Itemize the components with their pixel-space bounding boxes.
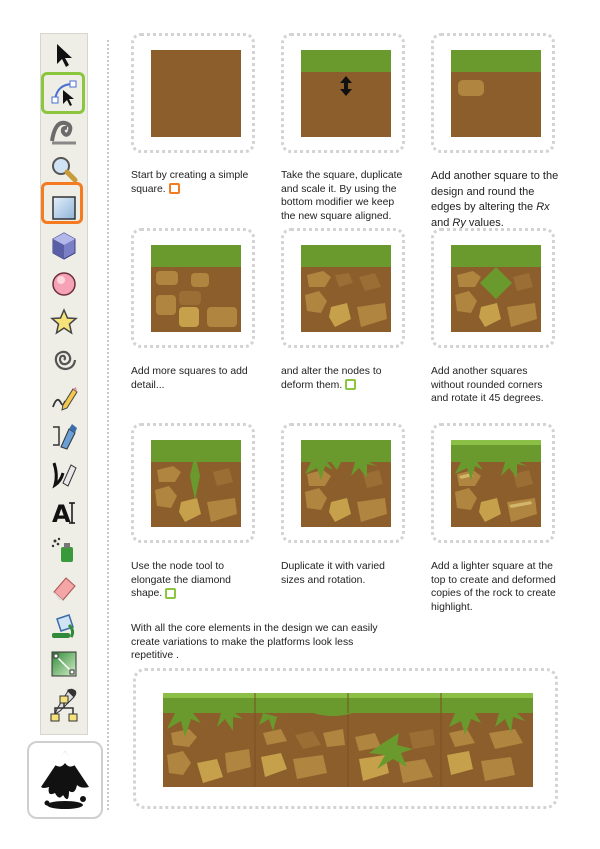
orange-marker-icon (169, 183, 180, 194)
green-marker-icon (345, 379, 356, 390)
step-3-caption: Add another square to the design and round the edges by altering the Rx and Ry values. (431, 170, 559, 229)
deformed-rocks (301, 245, 391, 332)
deformed-rocks (451, 245, 541, 332)
step-2-panel (281, 33, 405, 153)
final-platform-panel (133, 668, 558, 809)
inkscape-toolbox (40, 33, 88, 735)
rock (179, 307, 199, 327)
step-2-caption: Take the square, duplicate and scale it. By using the bottom modifier we keep the new square aligned. (281, 170, 403, 222)
dirt-square (301, 245, 391, 332)
dirt-square (451, 440, 541, 527)
platform-tiles (163, 693, 533, 787)
step-6-panel (431, 228, 555, 348)
rock (191, 273, 209, 287)
text-tool-icon[interactable] (41, 493, 87, 531)
pencil-tool-icon[interactable] (41, 379, 87, 417)
deformed-rocks (451, 440, 541, 527)
step-1-caption: Start by creating a simple square. (131, 170, 249, 195)
step-8-panel (281, 423, 405, 543)
eraser-tool-icon[interactable] (41, 569, 87, 607)
paint-bucket-icon[interactable] (41, 607, 87, 645)
connector-tool-icon[interactable] (41, 690, 87, 728)
step-8-caption: Duplicate it with varied sizes and rotation. (281, 561, 385, 586)
spiral-tool-icon[interactable] (41, 341, 87, 379)
calligraphy-tool-icon[interactable] (41, 455, 87, 493)
step-4-panel (131, 228, 255, 348)
dirt-square (151, 440, 241, 527)
step-7-caption: Use the node tool to elongate the diamond shape. (131, 561, 231, 600)
dirt-square (451, 50, 541, 137)
inkscape-logo (27, 741, 103, 819)
dirt-square (301, 440, 391, 527)
grass-strip (301, 50, 391, 72)
tweak-tool-icon[interactable] (41, 112, 87, 150)
star-tool-icon[interactable] (41, 303, 87, 341)
grass-strip (451, 50, 541, 72)
scale-arrow-icon (340, 76, 352, 96)
rock (156, 271, 178, 285)
dirt-square (151, 245, 241, 332)
ellipse-tool-icon[interactable] (41, 265, 87, 303)
rectangle-tool-highlight (41, 182, 83, 224)
step-4-caption: Add more squares to add detail... (131, 366, 248, 391)
selector-icon[interactable] (41, 36, 87, 74)
grass-strip (151, 245, 241, 267)
step-9-caption: Add a lighter square at the top to create and deformed copies of the rock to create highlight. (431, 561, 556, 613)
summary-text: With all the core elements in the design we can easily create variations to make the platforms look less repetitive . (131, 623, 378, 662)
step-3-panel (431, 33, 555, 153)
node-tool-highlight (41, 72, 85, 114)
step-9-panel (431, 423, 555, 543)
step-6-caption: Add another squares without rounded corners and rotate it 45 degrees. (431, 366, 544, 405)
rock (207, 307, 237, 327)
gradient-tool-icon[interactable] (41, 645, 87, 683)
vertical-divider (107, 40, 109, 810)
rock (179, 291, 201, 305)
green-marker-icon (165, 588, 176, 599)
svg-text:A: A (52, 500, 71, 526)
deformed-rocks (301, 440, 391, 527)
box3d-tool-icon[interactable] (41, 227, 87, 265)
rock (156, 295, 176, 315)
dirt-square (451, 245, 541, 332)
pen-tool-icon[interactable] (41, 417, 87, 455)
step-5-panel (281, 228, 405, 348)
dirt-square (301, 50, 391, 137)
spray-tool-icon[interactable] (41, 531, 87, 569)
dirt-square (151, 50, 241, 137)
step-5-caption: and alter the nodes to deform them. (281, 366, 382, 391)
step-1-panel (131, 33, 255, 153)
rounded-rock (458, 80, 484, 96)
step-7-panel (131, 423, 255, 543)
deformed-rocks (151, 440, 241, 527)
